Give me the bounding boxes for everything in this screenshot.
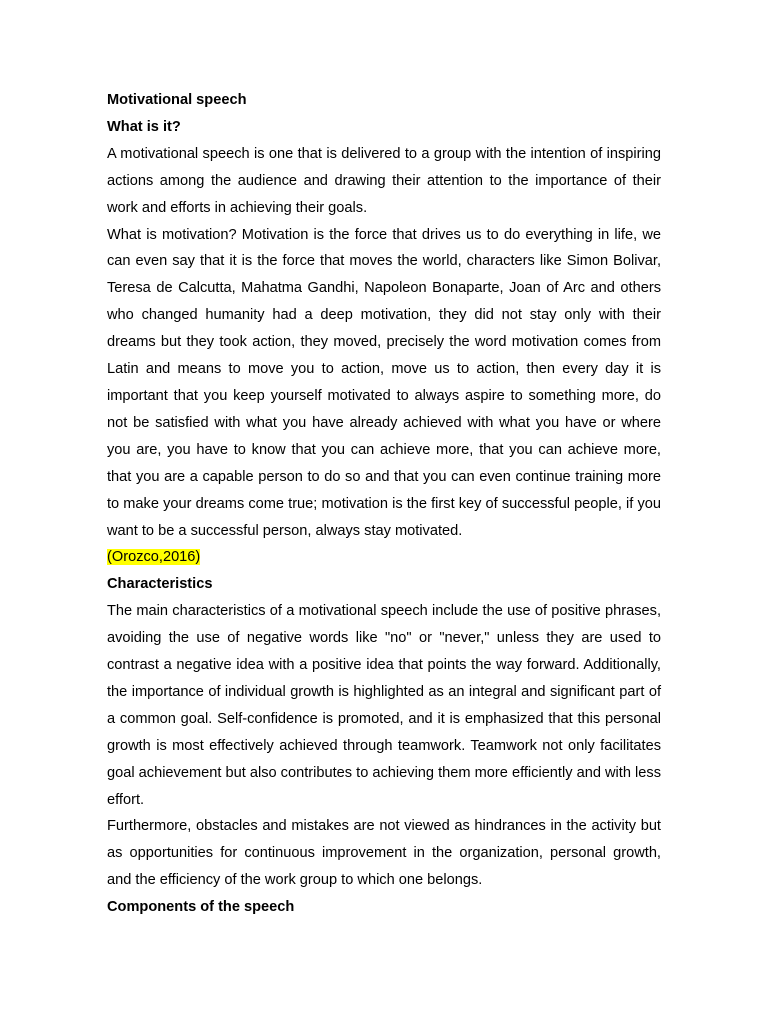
section-heading-components: Components of the speech	[107, 899, 295, 916]
paragraph-obstacles: Furthermore, obstacles and mistakes are not viewed as hindrances in the activity but as opportunities for continuous improvement in the organization, personal growth, and the efficiency of the work group to which one belongs.	[107, 818, 661, 889]
citation-highlight: (Orozco,2016)	[107, 549, 201, 566]
section-heading-what-is-it: What is it?	[107, 118, 181, 135]
paragraph-motivation: What is motivation? Motivation is the force that drives us to do everything in life, we can even say that it is the force that moves the world, characters like Simon Bolivar, Teresa de Calcutta, Mahatma Gandhi, Napoleon Bonaparte, Joan of Arc and others who changed humanity had a deep motivation, they did not stay only with their dreams but they took action, they moved, precisely the word motivation comes from Latin and means to move you to action, move us to action, then every day it is important that you keep yourself motivated to always aspire to something more, do not be satisfied with what you have already achieved with what you have or where you are, you have to know that you can achieve more, that you can achieve more, that you are a capable person to do so and that you can even continue training more to make your dreams come true; motivation is the first key of successful people, if you want to be a successful person, always stay motivated.	[107, 226, 661, 539]
paragraph-characteristics: The main characteristics of a motivational speech include the use of positive phrases, avoiding the use of negative words like "no" or "never," unless they are used to contrast a negative idea with a positive idea that points the way forward. Additionally, the importance of individual growth is highlighted as an integral and significant part of a common goal. Self-confidence is promoted, and it is emphasized that this personal growth is most effectively achieved through teamwork. Teamwork not only facilitates goal achievement but also contributes to achieving them more efficiently and with less effort.	[107, 603, 661, 808]
section-heading-characteristics: Characteristics	[107, 576, 213, 593]
citation-line	[107, 544, 661, 571]
paragraph-definition: A motivational speech is one that is delivered to a group with the intention of inspiring actions among the audience and drawing their attention to the importance of their work and efforts in achieving their goals.	[107, 145, 661, 216]
document-page	[107, 87, 661, 921]
document-title: Motivational speech	[107, 92, 247, 108]
